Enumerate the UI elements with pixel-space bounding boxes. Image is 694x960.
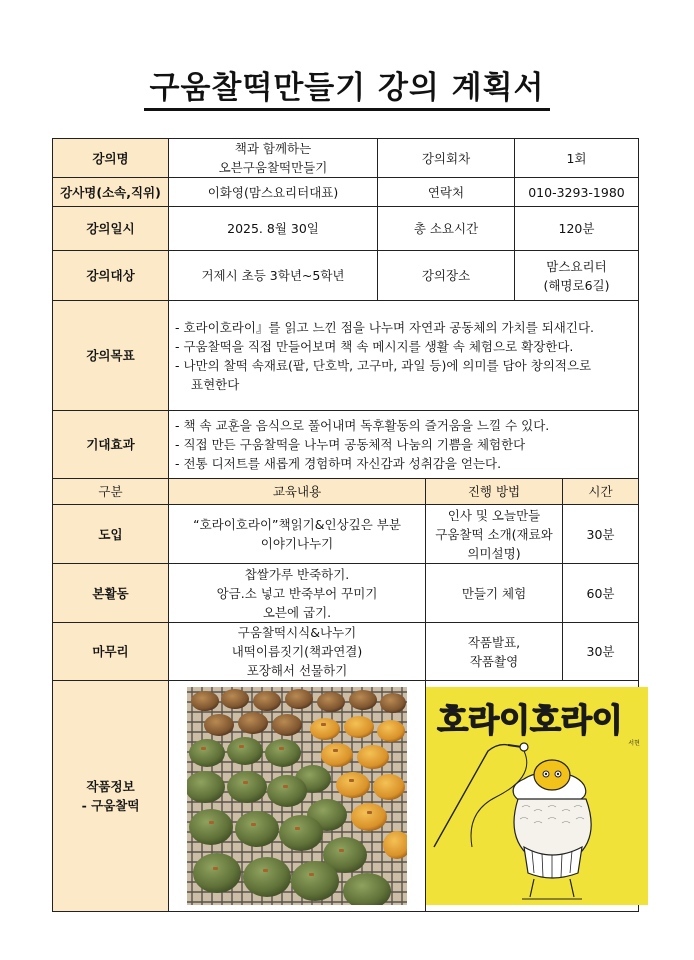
time-main: 60분 [563, 564, 639, 623]
instructor-label: 강사명(소속,직위) [53, 178, 169, 207]
course-name-label: 강의명 [53, 139, 169, 178]
effects-label: 기대효과 [53, 411, 169, 479]
goals-label: 강의목표 [53, 301, 169, 411]
row-target [53, 251, 639, 301]
row-work-info [53, 681, 639, 912]
row-date [53, 207, 639, 251]
schedule-row-main [53, 564, 639, 623]
place-value: 맘스요리터 (해명로6길) [515, 251, 639, 301]
rice-cake-photo [187, 687, 407, 905]
rice-cake-photo-cell [169, 681, 426, 912]
target-label: 강의대상 [53, 251, 169, 301]
row-effects [53, 411, 639, 479]
goal-item: 표현한다 [191, 376, 240, 392]
header-time: 시간 [563, 479, 639, 505]
time-closing: 30분 [563, 623, 639, 681]
section-closing: 마무리 [53, 623, 169, 681]
section-intro: 도입 [53, 505, 169, 564]
duration-label: 총 소요시간 [378, 207, 515, 251]
effect-item: - 책 속 교훈을 음식으로 풀어내며 독후활동의 즐거움을 느낄 수 있다. [175, 418, 550, 433]
document-title: 구움찰떡만들기 강의 계획서 [0, 62, 694, 107]
time-intro: 30분 [563, 505, 639, 564]
header-method: 진행 방법 [426, 479, 563, 505]
goal-item: - 구움찰떡을 직접 만들어보며 책 속 메시지를 생활 속 체험으로 확장한다. [175, 338, 574, 354]
book-cover-image [426, 687, 648, 905]
effect-item: - 전통 디저트를 새롭게 경험하며 자신감과 성취감을 얻는다. [175, 456, 502, 471]
duration-value: 120분 [515, 207, 639, 251]
target-value: 거제시 초등 3학년~5학년 [169, 251, 378, 301]
effects-content [169, 411, 639, 479]
date-value: 2025. 8월 30일 [169, 207, 378, 251]
content-main: 찹쌀가루 반죽하기. 앙금.소 넣고 반죽부어 꾸미기 오븐에 굽기. [169, 564, 426, 623]
goals-content [169, 301, 639, 411]
instructor-value: 이화영(맘스요리터대표) [169, 178, 378, 207]
content-closing: 구움찰떡시식&나누기 내떡이름짓기(책과연결) 포장해서 선물하기 [169, 623, 426, 681]
schedule-row-closing [53, 623, 639, 681]
book-cover-cell [426, 681, 639, 912]
place-label: 강의장소 [378, 251, 515, 301]
method-closing: 작품발표, 작품촬영 [426, 623, 563, 681]
method-intro: 인사 및 오늘만들 구움찰떡 소개(재료와 의미설명) [426, 505, 563, 564]
goal-item: - 호라이호라이』를 읽고 느낀 점을 나누며 자연과 공동체의 가치를 되새긴다. [175, 319, 594, 335]
effect-item: - 직접 만든 구움찰떡을 나누며 공동체적 나눔의 기쁨을 체험한다 [175, 437, 526, 452]
lecture-plan-table [52, 138, 639, 912]
session-value: 1회 [515, 139, 639, 178]
header-content: 교육내용 [169, 479, 426, 505]
contact-value: 010-3293-1980 [515, 178, 639, 207]
section-main: 본활동 [53, 564, 169, 623]
row-course-name [53, 139, 639, 178]
schedule-row-intro [53, 505, 639, 564]
session-label: 강의회차 [378, 139, 515, 178]
goal-item: - 나만의 찰떡 속재료(팥, 단호박, 고구마, 과일 등)에 의미를 담아 창의적으로 [175, 357, 592, 373]
work-info-label: 작품정보 - 구움찰떡 [53, 681, 169, 912]
book-cover-author: 서현 [628, 740, 640, 747]
course-name-value: 책과 함께하는 오븐구움찰떡만들기 [169, 139, 378, 178]
method-main: 만들기 체험 [426, 564, 563, 623]
book-cover-title: 호라이호라이 [437, 701, 623, 739]
row-instructor [53, 178, 639, 207]
schedule-header-row [53, 479, 639, 505]
header-section: 구분 [53, 479, 169, 505]
date-label: 강의일시 [53, 207, 169, 251]
contact-label: 연락처 [378, 178, 515, 207]
row-goals [53, 301, 639, 411]
content-intro: “호라이호라이”책읽기&인상깊은 부분 이야기나누기 [169, 505, 426, 564]
